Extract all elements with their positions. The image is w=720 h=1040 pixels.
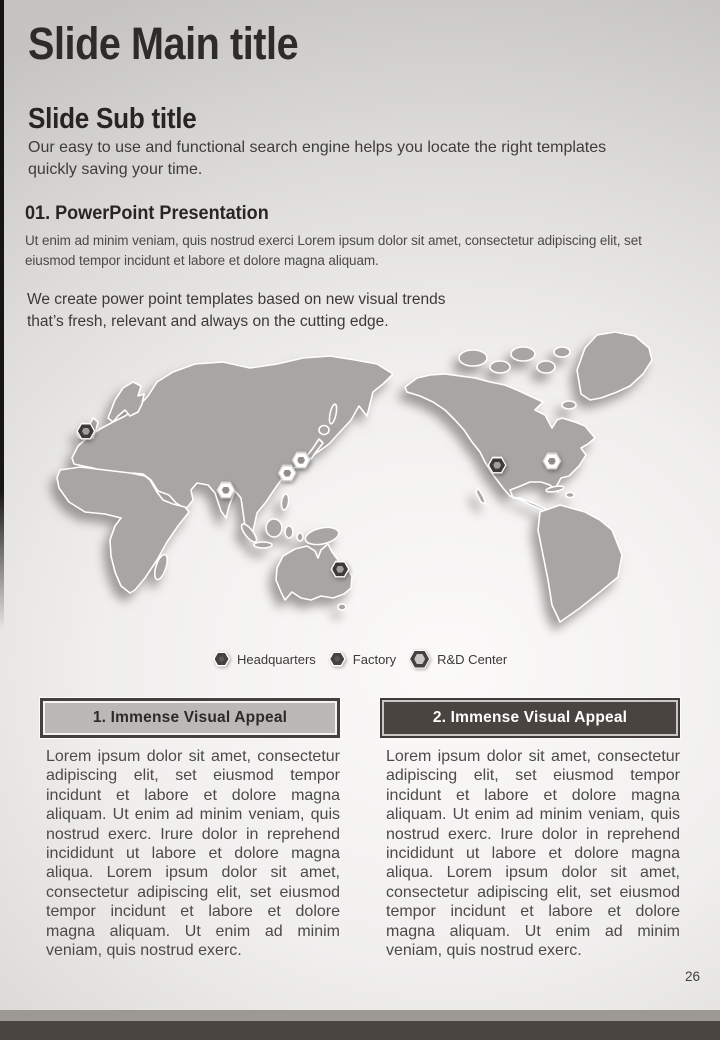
column-2-body: Lorem ipsum dolor sit amet, consectetur adipiscing elit, set eiusmod tempor incidunt et labore et dolore magna aliquam. Ut enim ad minim veniam, quis nostrud exerc. Irure dolor in reprehend incididunt ut labore et dolore magna aliqua. Lorem ipsum dolor sit amet, consectetur adipiscing elit, set eiusmod tempor incidunt et labore et dolore magna aliquam. Ut enim ad minim veniam, quis nostrud exerc. (386, 748, 680, 960)
appeal-box-1-title: 1. Immense Visual Appeal (92, 709, 288, 726)
map-philippines (280, 494, 289, 511)
left-accent-stripe (0, 0, 4, 630)
map-marker-japan (292, 452, 311, 469)
legend-hexagon-icon (213, 652, 230, 667)
map-legend (213, 646, 507, 672)
map-borneo (266, 519, 282, 537)
world-map-svg (45, 330, 705, 645)
map-marker-us-east (542, 453, 561, 470)
legend-hexagon-icon (329, 652, 346, 667)
section-body: Ut enim ad minim veniam, quis nostrud exerci Lorem ipsum dolor sit amet, consectetur adipiscing elit, set eiusmod tempor incidunt et labore et dolore magna aliquam. (25, 233, 642, 268)
map-iceland (562, 401, 576, 409)
map-arctic-3 (511, 347, 535, 361)
main-title: Slide Main title (28, 18, 299, 69)
map-marker-australia (331, 561, 350, 578)
map-marker-europe (76, 423, 95, 440)
legend-item-factory (329, 652, 396, 667)
world-map (45, 330, 705, 645)
map-arctic-5 (554, 347, 570, 357)
footer-bar-gray (0, 1010, 720, 1021)
footer-bar-dark (0, 1021, 720, 1040)
map-baja (476, 488, 486, 504)
intro-body: We create power point templates based on new visual trends that’s fresh, relevant and always on the cutting edge. (27, 291, 446, 330)
column-1-body: Lorem ipsum dolor sit amet, consectetur adipiscing elit, set eiusmod tempor incidunt et labore et dolore magna aliquam. Ut enim ad minim veniam, quis nostrud exerc. Irure dolor in reprehend incididunt ut labore et dolore magna aliqua. Lorem ipsum dolor sit amet, consectetur adipiscing elit, set eiusmod tempor incidunt et labore et dolore magna aliquam. Ut enim ad minim veniam, quis nostrud exerc. (46, 748, 340, 960)
appeal-box-2 (380, 698, 680, 738)
map-marker-mexico (488, 457, 507, 474)
map-south-america (538, 505, 622, 622)
appeal-box-2-title: 2. Immense Visual Appeal (432, 709, 628, 726)
map-arctic-2 (490, 361, 510, 373)
map-java (254, 542, 272, 548)
section-heading: 01. PowerPoint Presentation (25, 203, 269, 224)
page-number: 26 (684, 969, 700, 984)
sub-title: Slide Sub title (28, 103, 197, 135)
map-arctic-1 (459, 350, 487, 366)
map-cuba (546, 485, 565, 493)
map-hispaniola (566, 493, 574, 498)
legend-label: Factory (352, 651, 397, 667)
map-arctic-4 (537, 361, 555, 373)
map-new-guinea (304, 525, 341, 548)
map-island-1 (297, 533, 303, 541)
legend-label: Headquarters (237, 651, 316, 667)
legend-label: R&D Center (437, 651, 508, 667)
legend-item-headquarters (213, 652, 316, 667)
map-sulawesi (285, 526, 293, 538)
legend-item-r-d-center (409, 650, 507, 669)
sub-title-body: Our easy to use and functional search engine helps you locate the right templates quickly saving your time. (28, 139, 607, 178)
map-greenland (577, 332, 652, 400)
map-marker-india (216, 482, 235, 499)
map-hokkaido (319, 426, 329, 435)
map-tasmania (338, 604, 346, 610)
appeal-box-1 (40, 698, 340, 738)
legend-hexagon-icon (409, 650, 430, 669)
